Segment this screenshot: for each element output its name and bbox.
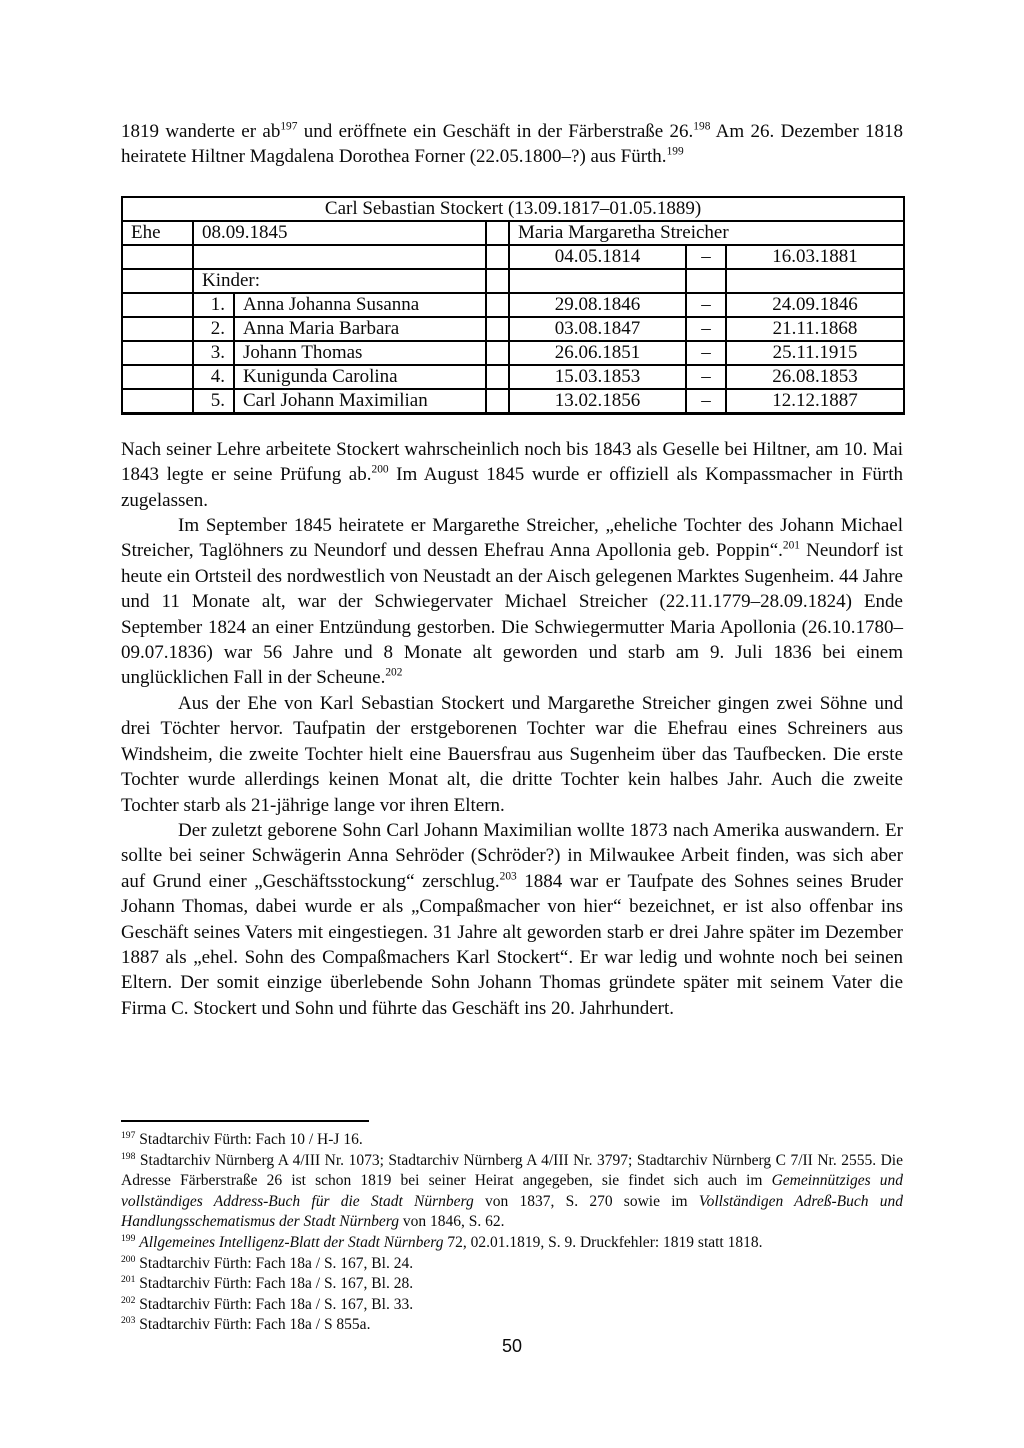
spacer-cell <box>486 365 509 389</box>
footnote-marker: 198 <box>121 1150 136 1162</box>
page-number: 50 <box>501 1336 523 1356</box>
child-name: Carl Johann Maximilian <box>234 389 486 414</box>
footnote-marker: 199 <box>121 1232 136 1244</box>
dash-cell: – <box>686 317 726 341</box>
spouse-death-cell: 16.03.1881 <box>726 245 904 269</box>
ehe-label-cell: Ehe <box>122 221 193 245</box>
spacer-cell <box>486 245 509 269</box>
footnote-marker: 203 <box>121 1315 136 1327</box>
child-birth: 26.06.1851 <box>509 341 686 365</box>
child-death: 26.08.1853 <box>726 365 904 389</box>
footnote-marker: 197 <box>121 1129 136 1141</box>
child-birth: 03.08.1847 <box>509 317 686 341</box>
child-row <box>122 317 904 341</box>
footnote-200 <box>121 1254 903 1275</box>
empty-cell <box>122 317 193 341</box>
empty-cell <box>193 245 486 269</box>
child-name: Anna Johanna Susanna <box>234 293 486 317</box>
kinder-label-cell: Kinder: <box>193 269 486 293</box>
empty-cell <box>122 269 193 293</box>
child-number: 1. <box>193 293 234 317</box>
child-name: Kunigunda Carolina <box>234 365 486 389</box>
footnote-text: Stadtarchiv Fürth: Fach 18a / S. 167, Bl. 24. <box>139 1254 414 1272</box>
marriage-row <box>122 221 904 245</box>
paragraph-kinder: Aus der Ehe von Karl Sebastian Stockert und Margarethe Streicher gingen zwei Söhne und drei Töchter hervor. Taufpatin der erstgeborenen Tochter war die Ehefrau eines Schreiners aus Windsheim, die zweite Tochter hielt eine Bauersfrau aus Sugenheim über das Taufbecken. Die erste Tochter wurde allerdings keinen Monat alt, die dritte Tochter kein halbes Jahr. Auch die zweite Tochter starb als 21-jährige lange vor ihren Eltern. <box>121 692 903 816</box>
spacer-cell <box>486 389 509 414</box>
footnote-202 <box>121 1295 903 1316</box>
child-number: 3. <box>193 341 234 365</box>
spacer-cell <box>486 341 509 365</box>
kinder-header-row <box>122 269 904 293</box>
dash-cell: – <box>686 293 726 317</box>
paragraph-maximilian: Der zuletzt geborene Sohn Carl Johann Maximilian wollte 1873 nach Amerika auswandern. Er sollte bei seiner Schwägerin Anna Sehröder (Schröder?) in Milwaukee Arbeit finden, was sich aber auf Grund einer „Geschäftsstockung“ zerschlug.$^{203}$ 1884 war er Taufpate des Sohnes seines Bruder Johann Thomas, dabei wurde er als „Compaßmacher von hier“ bezeichnet, er ist also offenbar ins Geschäft seines Vaters mit eingestiegen. 31 Jahre alt geworden starb er drei Jahre später im Dezember 1887 als „ehel. Sohn des Compaßmachers Karl Stockert“. Er war ledig und wohnte noch bei seinen Eltern. Der somit einzige überlebende Sohn Johann Thomas gründete später mit seinem Vater die Firma C. Stockert und Sohn und führte das Geschäft ins 20. Jahrhundert. <box>121 819 904 1019</box>
footnote-text: Stadtarchiv Fürth: Fach 18a / S. 167, Bl. 28. <box>139 1275 414 1293</box>
dash-cell: – <box>686 245 726 269</box>
child-number: 2. <box>193 317 234 341</box>
table-title-row <box>122 197 904 221</box>
child-row <box>122 341 904 365</box>
footnote-section <box>121 1120 903 1336</box>
paragraph-lehre: Nach seiner Lehre arbeitete Stockert wahrscheinlich noch bis 1843 als Geselle bei Hiltner, am 10. Mai 1843 legte er seine Prüfung ab.$^{200}$ Im August 1845 wurde er offiziell als Kompassmacher in Fürth zugelassen. <box>121 438 903 511</box>
paragraph-heirat: Im September 1845 heiratete er Margarethe Streicher, „eheliche Tochter des Johann Michael Streicher, Taglöhners zu Neundorf und dessen Ehefrau Anna Apollonia geb. Poppin“.$^{201}$ Neundorf ist heute ein Ortsteil des nordwestlich von Neustadt an der Aisch gelegenen Marktes Sugenheim. 44 Jahre und 11 Monate alt, war der Schwiegervater Michael Streicher (22.11.1779–28.09.1824) Ende September 1824 an einer Entzündung gestorben. Die Schwiegermutter Maria Apollonia (26.10.1780–09.07.1836) war 56 Jahre und 8 Monate alt geworden und starb am 9. Juli 1836 bei einem unglücklichen Fall in der Scheune.$^{202}$ <box>121 515 903 689</box>
empty-cell <box>122 293 193 317</box>
footnote-marker: 200 <box>121 1253 136 1265</box>
dash-cell: – <box>686 389 726 414</box>
table-title: Carl Sebastian Stockert (13.09.1817–01.05.1889) <box>122 197 904 221</box>
footnote-198 <box>121 1151 903 1233</box>
child-death: 21.11.1868 <box>726 317 904 341</box>
child-death: 12.12.1887 <box>726 389 904 414</box>
intro-paragraph: 1819 wanderte er ab$^{197}$ und eröffnete ein Geschäft in der Färberstraße 26.$^{198}$ Am 26. Dezember 1818 heiratete Hiltner Magdalena Dorothea Forner (22.05.1800–?) aus Fürth.$^{199}$ <box>121 120 903 168</box>
footnote-marker: 202 <box>121 1294 136 1306</box>
child-number: 5. <box>193 389 234 414</box>
spouse-dates-row <box>122 245 904 269</box>
footnote-text: Stadtarchiv Fürth: Fach 10 / H-J 16. <box>139 1131 363 1148</box>
footnote-text: Allgemeines Intelligenz-Blatt der Stadt Nürnberg 72, 02.01.1819, S. 9. Druckfehler: 1819 statt 1818. <box>139 1233 763 1251</box>
empty-cell <box>509 269 686 293</box>
footnote-text: Stadtarchiv Fürth: Fach 18a / S 855a. <box>139 1316 371 1334</box>
child-row <box>122 389 904 414</box>
dash-cell: – <box>686 365 726 389</box>
child-row <box>122 293 904 317</box>
footnote-203 <box>121 1315 903 1336</box>
footnote-197 <box>121 1130 903 1151</box>
child-death: 24.09.1846 <box>726 293 904 317</box>
child-death: 25.11.1915 <box>726 341 904 365</box>
footnote-199 <box>121 1233 903 1254</box>
spacer-cell <box>486 221 509 245</box>
spouse-birth-cell: 04.05.1814 <box>509 245 686 269</box>
spouse-name-cell: Maria Margaretha Streicher <box>509 221 904 245</box>
spacer-cell <box>486 317 509 341</box>
spacer-cell <box>486 269 509 293</box>
footnote-201 <box>121 1274 903 1295</box>
empty-cell <box>122 365 193 389</box>
child-birth: 15.03.1853 <box>509 365 686 389</box>
child-birth: 29.08.1846 <box>509 293 686 317</box>
child-row <box>122 365 904 389</box>
spacer-cell <box>486 293 509 317</box>
child-name: Anna Maria Barbara <box>234 317 486 341</box>
footnote-text: Stadtarchiv Nürnberg A 4/III Nr. 1073; Stadtarchiv Nürnberg A 4/III Nr. 3797; Stadtarchiv Nürnberg C 7/II Nr. 2555. Die Adresse Färberstraße 26 ist schon 1819 bei seiner Heirat angegeben, sie findet sich auch im Gemeinnütziges und vollständiges Address-Buch für die Stadt Nürnberg von 1837, S. 270 sowie im Vollständigen Adreß-Buch und Handlungsschematismus der Stadt Nürnberg von 1846, S. 62. <box>121 1151 903 1231</box>
empty-cell <box>726 269 904 293</box>
child-name: Johann Thomas <box>234 341 486 365</box>
page-content <box>121 119 903 1021</box>
marriage-date-cell: 08.09.1845 <box>193 221 486 245</box>
footnote-text: Stadtarchiv Fürth: Fach 18a / S. 167, Bl. 33. <box>139 1295 414 1313</box>
dash-cell: – <box>686 341 726 365</box>
empty-cell <box>122 389 193 414</box>
child-number: 4. <box>193 365 234 389</box>
footnote-separator <box>121 1120 369 1122</box>
empty-cell <box>686 269 726 293</box>
family-table <box>121 196 905 415</box>
child-birth: 13.02.1856 <box>509 389 686 414</box>
footnote-marker: 201 <box>121 1274 136 1285</box>
empty-cell <box>122 341 193 365</box>
empty-cell <box>122 245 193 269</box>
